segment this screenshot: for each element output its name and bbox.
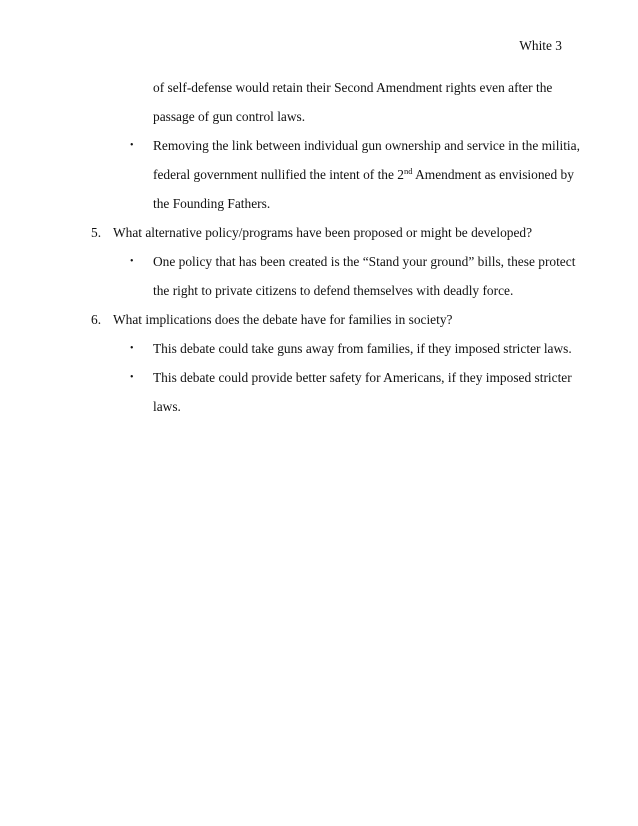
question-5-number: 5. xyxy=(91,225,102,240)
bullet-a-line-2 xyxy=(153,167,574,183)
bullet-marker: • xyxy=(130,343,134,354)
bullet-a-line-2-pre: federal government nullified the intent of the 2 xyxy=(153,167,404,182)
running-head: White 3 xyxy=(519,38,562,53)
question-5-bullet-line-2: the right to private citizens to defend themselves with deadly force. xyxy=(153,283,514,298)
question-6-text: What implications does the debate have for families in society? xyxy=(113,312,453,327)
question-5-text: What alternative policy/programs have been proposed or might be developed? xyxy=(113,225,533,240)
question-5-bullet-line-1: One policy that has been created is the “Stand your ground” bills, these protect xyxy=(153,254,576,269)
bullet-marker: • xyxy=(130,256,134,267)
question-6-bullet-2-line-2: laws. xyxy=(153,399,181,414)
bullet-a-line-1: Removing the link between individual gun ownership and service in the militia, xyxy=(153,138,580,153)
continuation-line-2: passage of gun control laws. xyxy=(153,109,306,124)
bullet-a-line-3: the Founding Fathers. xyxy=(153,196,271,211)
question-6-number: 6. xyxy=(91,312,102,327)
question-6-bullet-2-line-1: This debate could provide better safety for Americans, if they imposed stricter xyxy=(153,370,572,385)
bullet-marker: • xyxy=(130,372,134,383)
bullet-a-line-2-post: Amendment as envisioned by xyxy=(412,167,574,182)
question-6-bullet-1: This debate could take guns away from families, if they imposed stricter laws. xyxy=(153,341,572,356)
bullet-marker: • xyxy=(130,140,134,151)
continuation-line-1: of self-defense would retain their Second Amendment rights even after the xyxy=(153,80,553,95)
ordinal-superscript: nd xyxy=(404,166,413,176)
